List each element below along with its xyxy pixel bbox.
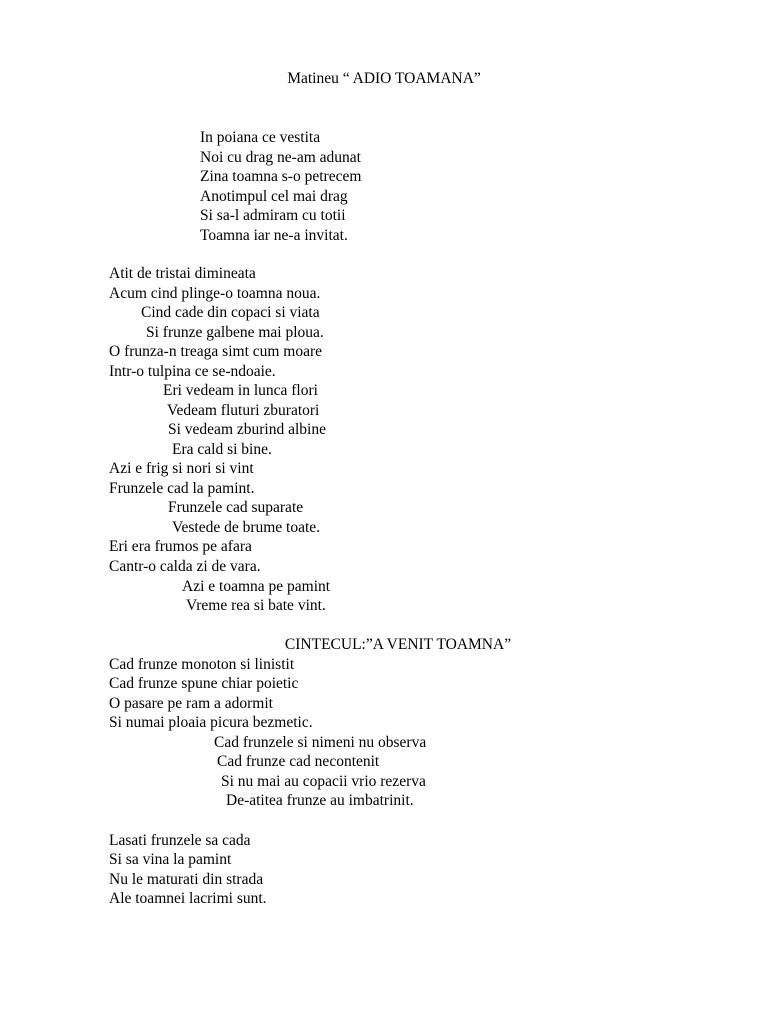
poem-line: Zina toamna s-o petrecem [200,168,362,185]
poem-line: Eri vedeam in lunca flori [163,382,318,399]
poem-line: Frunzele cad la pamint. [109,480,255,497]
poem-line: In poiana ce vestita [200,129,321,146]
poem-line: Cind cade din copaci si viata [141,304,320,321]
poem-line: Toamna iar ne-a invitat. [200,227,348,244]
poem-line: Nu le maturati din strada [109,871,264,888]
poem-line: Cad frunze monoton si linistit [109,656,295,673]
poem-line: Si numai ploaia picura bezmetic. [109,714,313,731]
poem-line: Era cald si bine. [172,441,272,458]
poem-line: Si sa-l admiram cu totii [200,207,346,224]
poem-line: Lasati frunzele sa cada [109,832,251,849]
poem-line: Azi e toamna pe pamint [182,578,331,595]
poem-line: Anotimpul cel mai drag [200,188,348,205]
poem-line: O frunza-n treaga simt cum moare [109,343,323,360]
poem-line: Si sa vina la pamint [109,851,232,868]
document-title: Matineu “ ADIO TOAMANA” [287,70,481,87]
poem-line: Azi e frig si nori si vint [109,460,254,477]
poem-line: Si frunze galbene mai ploua. [146,324,324,341]
poem-line: Vestede de brume toate. [172,519,321,536]
poem-line: Cad frunze cad necontenit [217,753,380,770]
song-title: CINTECUL:”A VENIT TOAMNA” [284,636,512,653]
poem-line: Intr-o tulpina ce se-ndoaie. [109,363,276,380]
poem-line: Cad frunze spune chiar poietic [109,675,299,692]
poem-line: Vreme rea si bate vint. [186,597,326,614]
poem-line: De-atitea frunze au imbatrinit. [226,792,414,809]
poem-line: Ale toamnei lacrimi sunt. [109,890,267,907]
poem-line: Cantr-o calda zi de vara. [109,558,261,575]
poem-line: O pasare pe ram a adormit [109,695,273,712]
poem-line: Si nu mai au copacii vrio rezerva [221,773,426,790]
poem-line: Eri era frumos pe afara [109,538,252,555]
poem-line: Si vedeam zburind albine [168,421,326,438]
poem-line: Vedeam fluturi zburatori [167,402,320,419]
poem-line: Cad frunzele si nimeni nu observa [214,734,427,751]
poem-line: Noi cu drag ne-am adunat [200,149,361,166]
poem-line: Frunzele cad suparate [168,499,304,516]
poem-line: Atit de tristai dimineata [109,265,256,282]
poem-line: Acum cind plinge-o toamna noua. [109,285,321,302]
